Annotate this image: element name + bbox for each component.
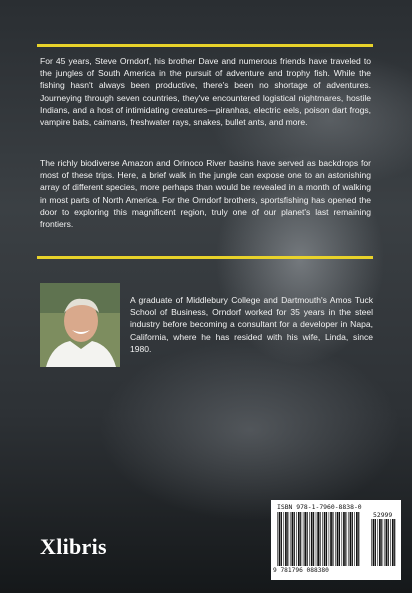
top-rule — [37, 44, 373, 47]
author-photo — [40, 283, 120, 367]
ean-digits: 9 781796 088380 — [273, 567, 329, 574]
publisher-logo: Xlibris — [40, 534, 107, 559]
author-portrait-icon — [40, 283, 120, 367]
isbn-label: ISBN 978-1-7960-8838-0 — [277, 503, 362, 511]
description-paragraph-1: For 45 years, Steve Orndorf, his brother Dave and numerous friends have traveled to the jungles of South America in the pursuit of adventure and trophy fish. While the fishing hasn't always been productive, there's been no shortage of adventures. Journeying through seven countries, they've encountered logistical nightmares, hostile Indians, and a host of intimidating creatures—piranhas, electric eels, poison dart frogs, vampire bats, caimans, freshwater rays, snakes, bullet ants, and more. — [40, 56, 371, 128]
barcode-addon-bars — [371, 519, 397, 566]
author-bio: A graduate of Middlebury College and Dartmouth's Amos Tuck School of Business, Orndorf worked for 35 years in the steel industry before becoming a consultant for a developer in Napa, California, where he has resided with his wife, Linda, since 1980. — [130, 295, 373, 354]
isbn-barcode — [271, 500, 401, 580]
price-code-label: 52999 — [373, 511, 393, 519]
middle-rule — [37, 256, 373, 259]
description-paragraph-2: The richly biodiverse Amazon and Orinoco River basins have served as backdrops for most of these trips. Here, a brief walk in the jungle can expose one to an astonishing array of different species, more perhaps than would be revealed in a month of walking in most parts of North America. For the Orndorf brothers, sportsfishing has opened the door to exploring this magnificent region, truly one of our planet's last remaining frontiers. — [40, 158, 371, 230]
barcode-bars — [277, 512, 361, 566]
